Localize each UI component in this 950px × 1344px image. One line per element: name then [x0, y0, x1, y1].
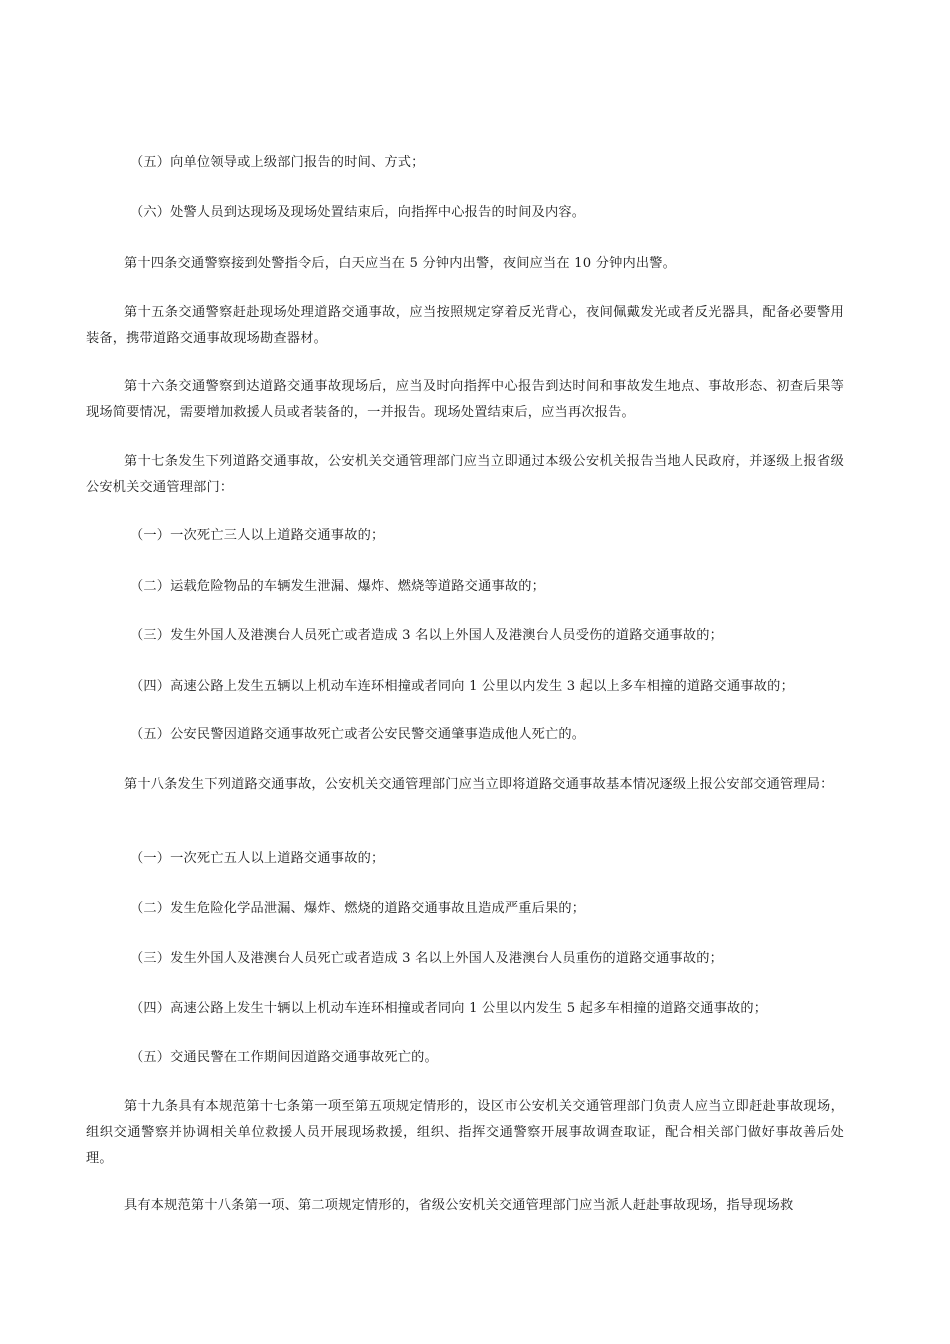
paragraph: （二）发生危险化学品泄漏、爆炸、燃烧的道路交通事故且造成严重后果的； [130, 901, 586, 916]
paragraph: （四）高速公路上发生五辆以上机动车连环相撞或者同向 1 公里以内发生 3 起以上多车相撞的道路交通事故的； [130, 679, 794, 694]
paragraph: （一）一次死亡三人以上道路交通事故的； [130, 528, 385, 543]
paragraph: 具有本规范第十八条第一项、第二项规定情形的，省级公安机关交通管理部门应当派人赶赴事故现场，指导现场救 [124, 1198, 794, 1213]
paragraph: （三）发生外国人及港澳台人员死亡或者造成 3 名以上外国人及港澳台人员受伤的道路交通事故的； [130, 628, 724, 643]
paragraph: （五）公安民警因道路交通事故死亡或者公安民警交通肇事造成他人死亡的。 [130, 727, 586, 742]
paragraph: 第十八条发生下列道路交通事故，公安机关交通管理部门应当立即将道路交通事故基本情况逐级上报公安部交通管理局： [124, 777, 834, 792]
paragraph: （四）高速公路上发生十辆以上机动车连环相撞或者同向 1 公里以内发生 5 起多车相撞的道路交通事故的； [130, 1001, 768, 1016]
paragraph: （一）一次死亡五人以上道路交通事故的； [130, 851, 385, 866]
paragraph: 第十四条交通警察接到处警指令后，白天应当在 5 分钟内出警，夜间应当在 10 分钟内出警。 [124, 256, 677, 271]
paragraph: （三）发生外国人及港澳台人员死亡或者造成 3 名以上外国人及港澳台人员重伤的道路交通事故的； [130, 951, 724, 966]
paragraph: （二）运载危险物品的车辆发生泄漏、爆炸、燃烧等道路交通事故的； [130, 579, 546, 594]
paragraph: 第十五条交通警察赶赴现场处理道路交通事故，应当按照规定穿着反光背心，夜间佩戴发光或者反光器具，配备必要警用装备，携带道路交通事故现场勘查器材。 [86, 305, 844, 346]
paragraph: （六）处警人员到达现场及现场处置结束后，向指挥中心报告的时间及内容。 [130, 205, 586, 220]
paragraph: 第十九条具有本规范第十七条第一项至第五项规定情形的，设区市公安机关交通管理部门负责人应当立即赶赴事故现场，组织交通警察并协调相关单位救援人员开展现场救援，组织、指挥交通警察开展事故调查取证，配合相关部门做好事故善后处理。 [86, 1099, 844, 1166]
paragraph: （五）交通民警在工作期间因道路交通事故死亡的。 [130, 1050, 438, 1065]
paragraph: 第十七条发生下列道路交通事故，公安机关交通管理部门应当立即通过本级公安机关报告当地人民政府，并逐级上报省级公安机关交通管理部门： [86, 454, 844, 495]
paragraph: 第十六条交通警察到达道路交通事故现场后，应当及时向指挥中心报告到达时间和事故发生地点、事故形态、初查后果等现场简要情况，需要增加救援人员或者装备的，一并报告。现场处置结束后，应当再次报告。 [86, 379, 844, 420]
paragraph: （五）向单位领导或上级部门报告的时间、方式； [130, 155, 425, 170]
